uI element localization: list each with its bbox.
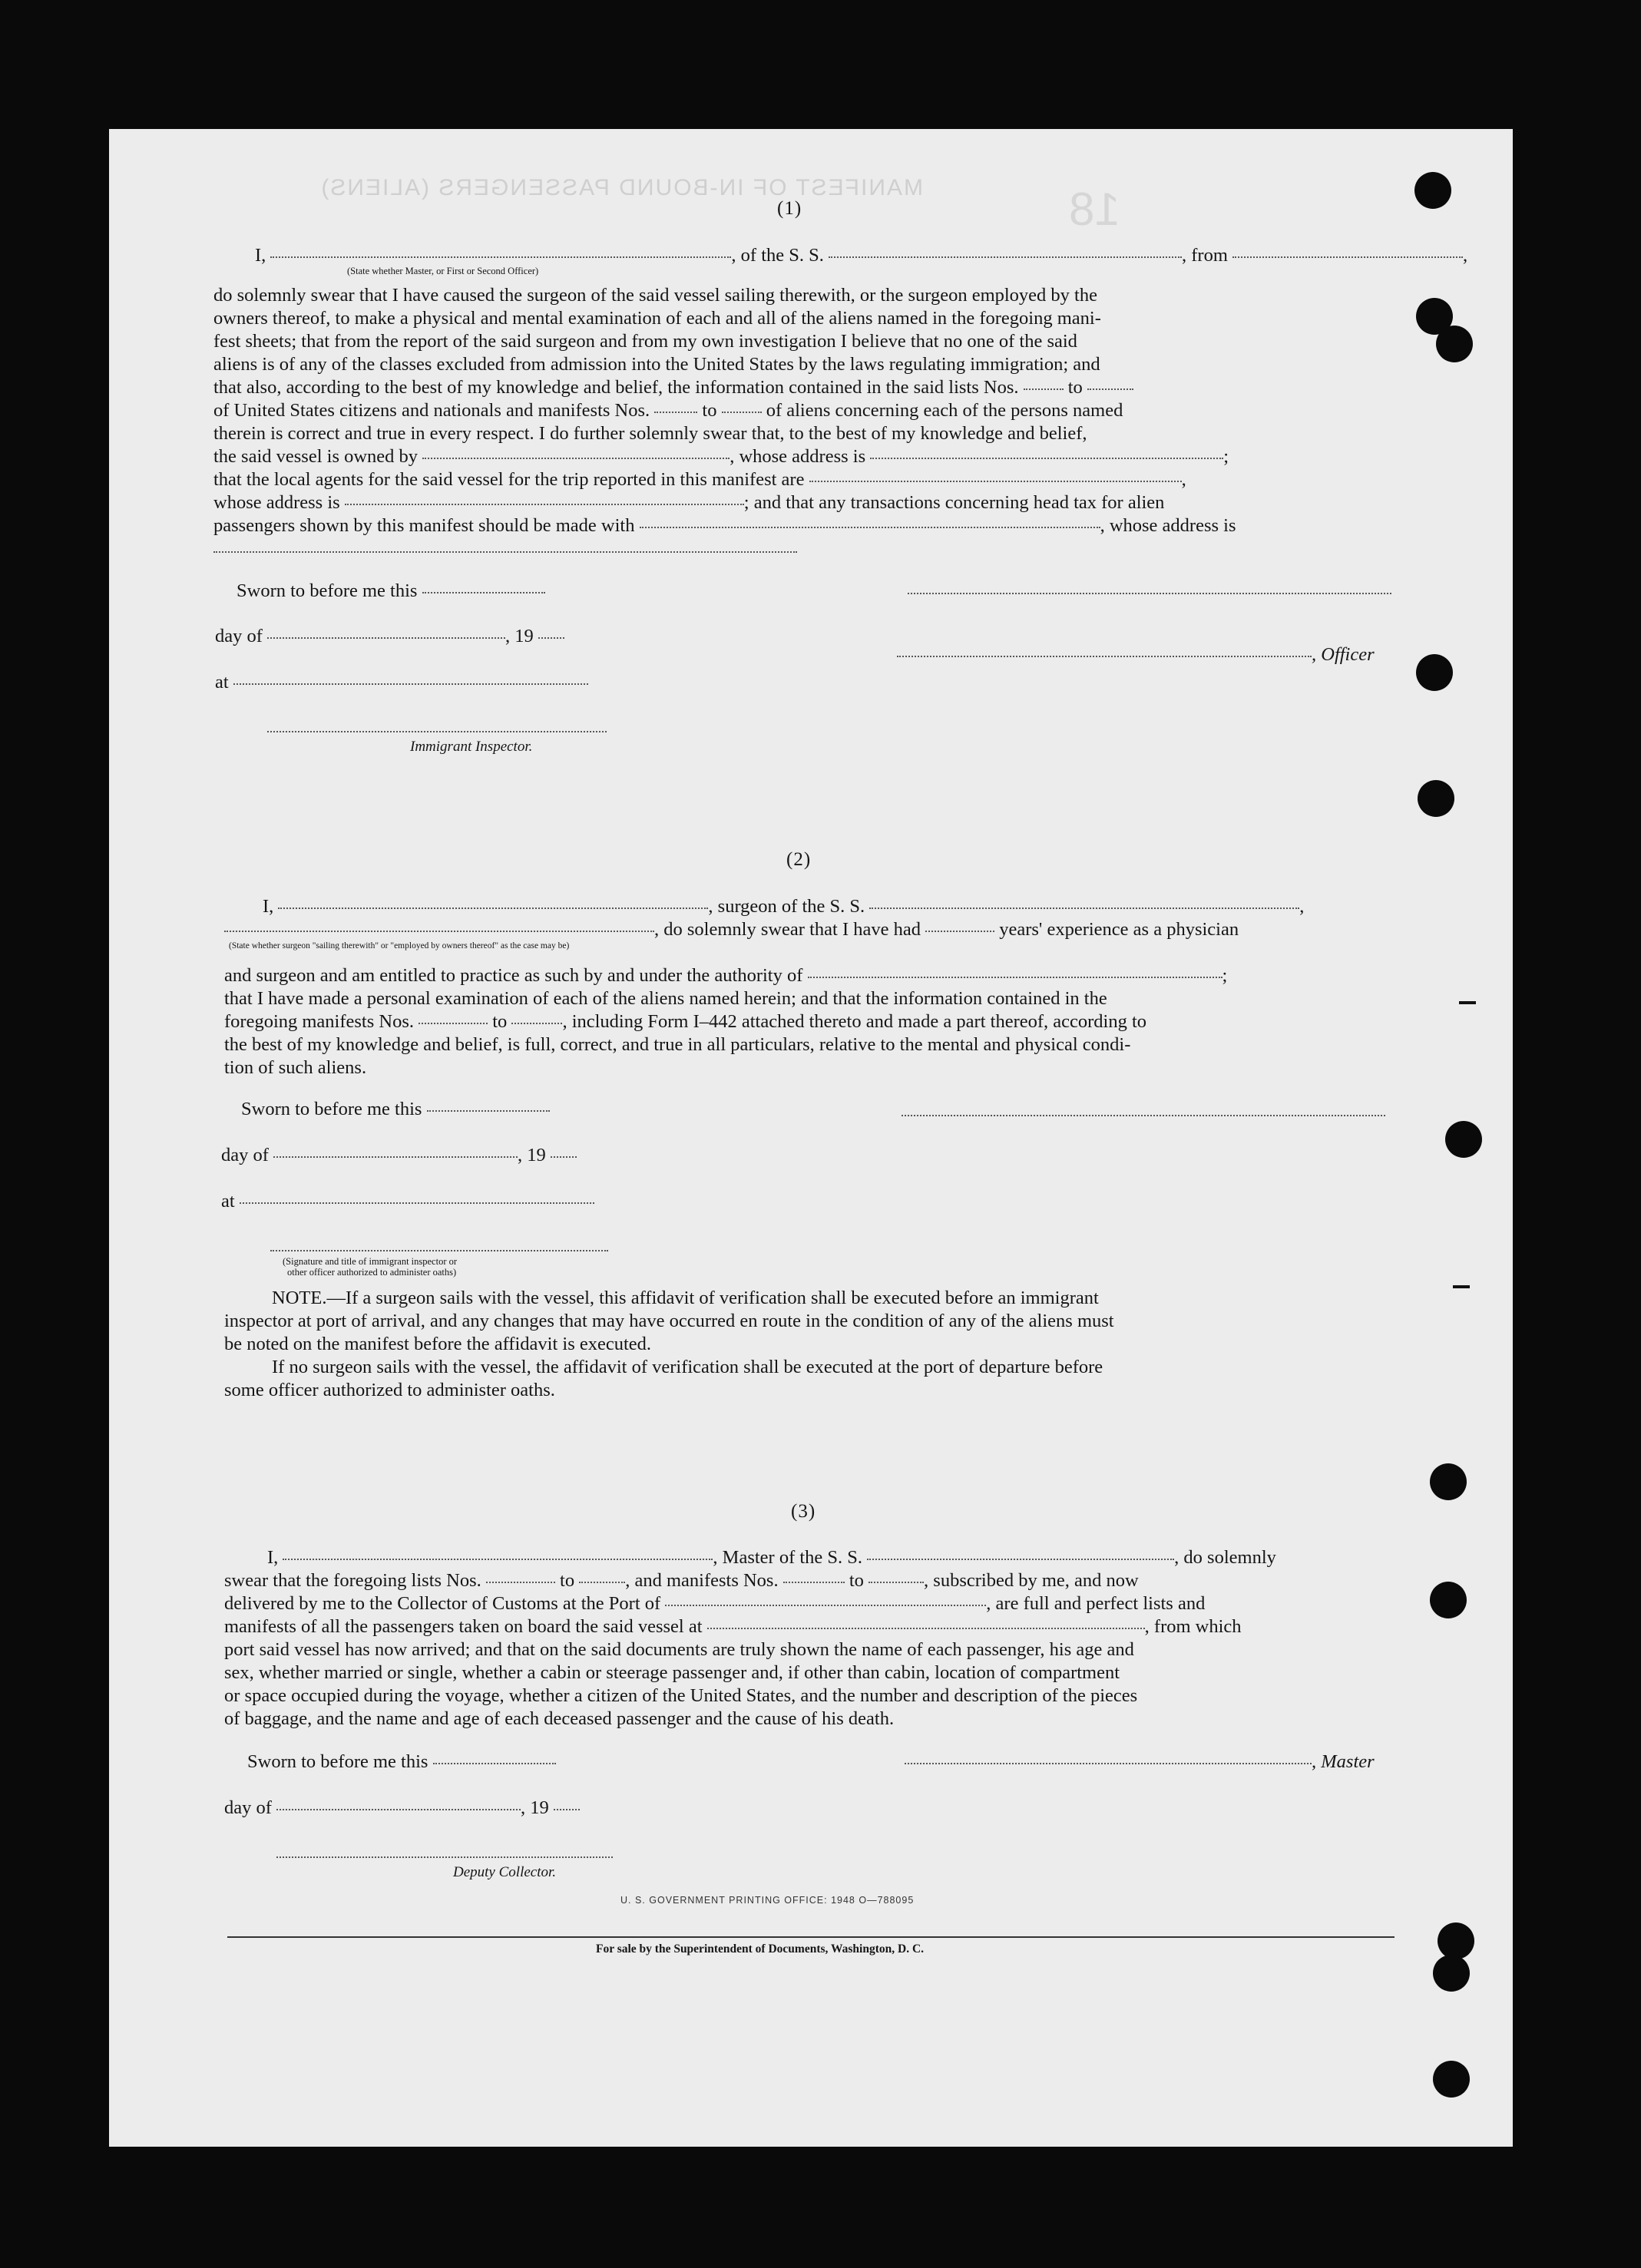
s1-body-line-9: that the local agents for the said vessel for the trip reported in this manifest are ,: [213, 469, 1186, 490]
s3-body-line-6: sex, whether married or single, whether a cabin or steerage passenger and, if other than cabin, location of compartment: [224, 1662, 1120, 1683]
punch-hole: [1433, 1955, 1470, 1992]
sale-notice: For sale by the Superintendent of Documents, Washington, D. C.: [596, 1942, 925, 1956]
s3-body-line-8: of baggage, and the name and age of each deceased passenger and the cause of his death.: [224, 1708, 895, 1729]
s3-body-line-7: or space occupied during the voyage, whether a citizen of the United States, and the number and description of the pieces: [224, 1685, 1138, 1706]
s2-sworn: Sworn to before me this: [241, 1098, 550, 1121]
s1-signature-top-line: [908, 593, 1391, 594]
s2-sig-note-2: other officer authorized to administer oaths): [287, 1267, 457, 1278]
s3-deputy-line: [276, 1856, 613, 1858]
gpo-imprint: U. S. GOVERNMENT PRINTING OFFICE: 1948 O—788095: [620, 1895, 915, 1906]
s2-line-2: , do solemnly swear that I have had years' experience as a physician: [224, 918, 1239, 941]
s1-day-of: day of , 19: [215, 625, 564, 648]
s3-body-line-4: manifests of all the passengers taken on board the said vessel at , from which: [224, 1616, 1242, 1637]
s1-address-line: [213, 551, 797, 553]
s1-at: at: [215, 671, 588, 694]
s1-body-line-1: do solemnly swear that I have caused the surgeon of the said vessel sailing therewith, or the surgeon employed by the: [213, 285, 1097, 306]
s1-state-note: (State whether Master, or First or Second Officer): [347, 266, 539, 276]
s2-at: at: [221, 1190, 594, 1213]
punch-hole: [1430, 1463, 1467, 1500]
margin-mark: [1459, 1001, 1476, 1004]
s1-line-1: I, , of the S. S. , from ,: [255, 245, 1468, 266]
s2-body-line-5: foregoing manifests Nos. to , including Form I–442 attached thereto and made a part thereof, according to: [224, 1011, 1147, 1032]
s3-day-of: day of , 19: [224, 1797, 580, 1820]
section-2-number: (2): [786, 849, 812, 870]
s3-line-1: I, , Master of the S. S. , do solemnly: [267, 1547, 1276, 1568]
s3-deputy-label: Deputy Collector.: [453, 1864, 557, 1880]
s2-body-line-6: the best of my knowledge and belief, is full, correct, and true in all particulars, relative to the mental and physical condi-: [224, 1034, 1131, 1055]
s2-body-line-4: that I have made a personal examination of each of the aliens named herein; and that the information contained in the: [224, 988, 1107, 1009]
footer-rule: [227, 1936, 1395, 1938]
s1-body-line-3: fest sheets; that from the report of the said surgeon and from my own investigation I believe that no one of the said: [213, 331, 1077, 352]
document-page: [109, 129, 1513, 2147]
s2-sig-note-1: (Signature and title of immigrant inspector or: [283, 1256, 458, 1267]
punch-hole: [1430, 1582, 1467, 1618]
punch-hole: [1433, 2061, 1470, 2098]
s1-body-line-7: therein is correct and true in every respect. I do further solemnly swear that, to the best of my knowledge and belief,: [213, 423, 1087, 444]
s3-body-line-2: swear that the foregoing lists Nos. to , and manifests Nos. to , subscribed by me, and now: [224, 1570, 1139, 1591]
s2-state-note: (State whether surgeon "sailing therewith" or "employed by owners thereof" as the case may be): [229, 941, 570, 951]
s1-sworn: Sworn to before me this: [237, 580, 545, 603]
margin-mark: [1453, 1285, 1470, 1288]
s3-sworn: Sworn to before me this: [247, 1751, 556, 1774]
s1-body-line-8: the said vessel is owned by , whose address is ;: [213, 446, 1229, 467]
s2-note-line-1: NOTE.—If a surgeon sails with the vessel, this affidavit of verification shall be executed before an immigrant: [272, 1288, 1099, 1308]
s2-inspector-line: [270, 1250, 608, 1251]
punch-hole: [1445, 1121, 1482, 1158]
punch-hole: [1436, 326, 1473, 362]
s1-body-line-2: owners thereof, to make a physical and mental examination of each and all of the aliens named in the foregoing mani-: [213, 308, 1101, 329]
s1-inspector-label: Immigrant Inspector.: [410, 739, 533, 755]
punch-hole: [1414, 172, 1451, 209]
s2-body-line-3: and surgeon and am entitled to practice as such by and under the authority of ;: [224, 965, 1228, 986]
s2-body-line-7: tion of such aliens.: [224, 1057, 367, 1078]
s2-signature-line: [902, 1115, 1385, 1116]
s2-line-1: I, , surgeon of the S. S. ,: [263, 896, 1305, 917]
s2-note-line-2: inspector at port of arrival, and any changes that may have occurred en route in the condition of any of the aliens must: [224, 1311, 1114, 1331]
s1-body-line-10: whose address is ; and that any transactions concerning head tax for alien: [213, 492, 1165, 513]
s1-body-line-11: passengers shown by this manifest should be made with , whose address is: [213, 515, 1236, 536]
s2-note-line-5: some officer authorized to administer oaths.: [224, 1380, 555, 1400]
punch-hole: [1418, 780, 1454, 817]
s3-body-line-5: port said vessel has now arrived; and that on the said documents are truly shown the name of each passenger, his age and: [224, 1639, 1134, 1660]
s1-body-line-4: aliens is of any of the classes excluded from admission into the United States by the laws regulating immigration; and: [213, 354, 1100, 375]
s1-body-line-5: that also, according to the best of my knowledge and belief, the information contained in the said lists Nos. to: [213, 376, 1133, 399]
s1-officer-line: , Officer: [897, 643, 1375, 666]
section-3-number: (3): [791, 1501, 816, 1522]
punch-hole: [1416, 654, 1453, 691]
s2-day-of: day of , 19: [221, 1144, 577, 1167]
bleed-through-header: MANIFEST OF IN-BOUND PASSENGERS (ALIENS): [319, 175, 923, 200]
s3-body-line-3: delivered by me to the Collector of Customs at the Port of , are full and perfect lists and: [224, 1593, 1206, 1614]
s2-note-line-4: If no surgeon sails with the vessel, the affidavit of verification shall be executed at the port of departure before: [272, 1357, 1103, 1377]
s2-note-line-3: be noted on the manifest before the affidavit is executed.: [224, 1334, 652, 1354]
punch-hole: [1438, 1923, 1474, 1959]
section-1-number: (1): [777, 198, 802, 219]
s1-body-line-6: of United States citizens and nationals and manifests Nos. to of aliens concerning each of the persons named: [213, 400, 1123, 421]
s3-master-line: , Master: [905, 1751, 1375, 1774]
bleed-through-number: 18: [1069, 183, 1120, 235]
s1-inspector-line: [267, 731, 607, 732]
